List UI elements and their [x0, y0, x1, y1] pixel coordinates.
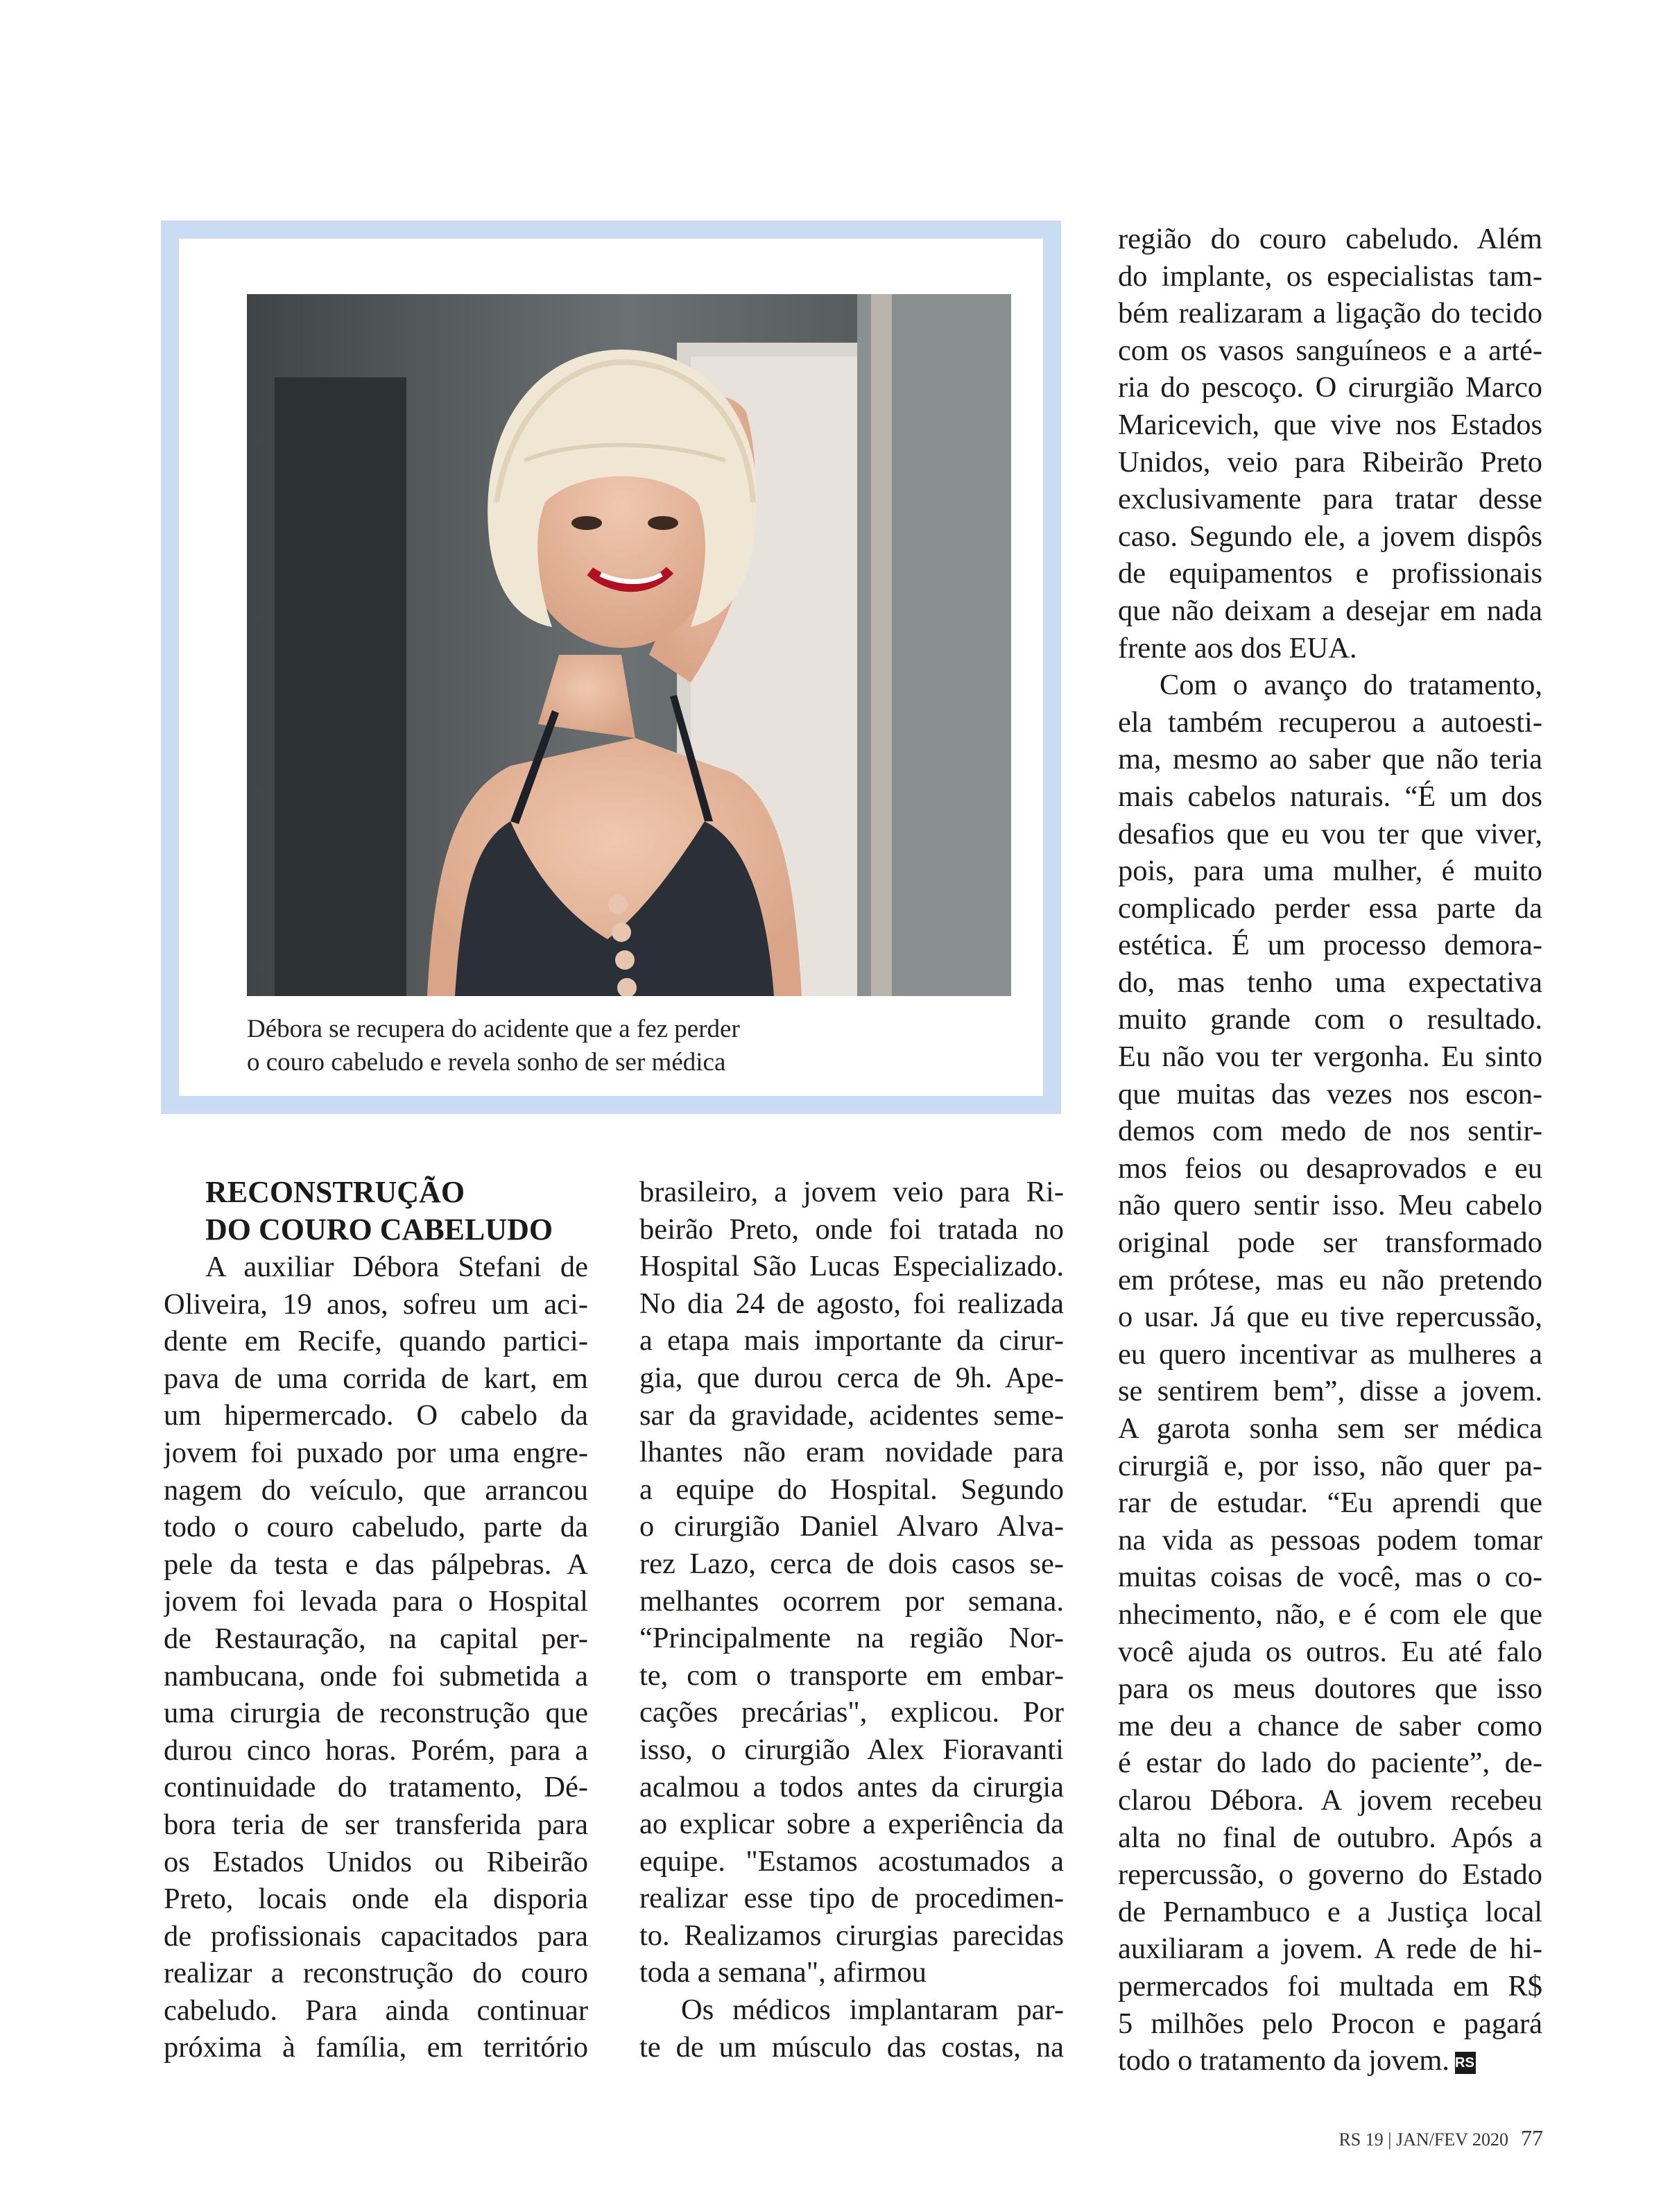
- text-line: ria do pescoço. O cirurgião Marco: [1118, 371, 1542, 404]
- section-headline: DO COURO CABELUDO: [205, 1212, 553, 1246]
- text-line: continuidade do tratamento, Dé-: [164, 1771, 588, 1804]
- text-line: é estar do lado do paciente”, de-: [1118, 1747, 1542, 1780]
- text-line: cabeludo. Para ainda continuar: [164, 1994, 588, 2027]
- text-line: um hipermercado. O cabelo da: [164, 1399, 588, 1432]
- text-line: cações precárias", explicou. Por: [639, 1696, 1064, 1729]
- text-line: para os meus doutores que isso: [1118, 1672, 1542, 1706]
- text-line: “Principalmente na região Nor-: [639, 1622, 1064, 1655]
- text-line: bém realizaram a ligação do tecido: [1118, 297, 1542, 330]
- text-line: pava de uma corrida de kart, em: [164, 1362, 588, 1395]
- text-line: se sentirem bem”, disse a jovem.: [1118, 1375, 1542, 1408]
- text-line: região do couro cabeludo. Além: [1118, 223, 1542, 255]
- text-line: eu quero incentivar as mulheres a: [1118, 1337, 1542, 1371]
- section-headline: RECONSTRUÇÃO: [205, 1175, 465, 1209]
- text-line: ao explicar sobre a experiência da: [639, 1808, 1064, 1841]
- text-line: nagem do veículo, que arrancou: [164, 1473, 588, 1507]
- text-line: te de um músculo das costas, na: [639, 2030, 1064, 2064]
- text-line: dente em Recife, quando partici-: [164, 1325, 588, 1358]
- text-line: em prótese, mas eu não pretendo: [1118, 1263, 1542, 1296]
- text-line: auxiliaram a jovem. A rede de hi-: [1118, 1932, 1542, 1966]
- text-line: durou cinco horas. Porém, para a: [164, 1733, 588, 1767]
- text-line: to. Realizamos cirurgias parecidas: [639, 1919, 1064, 1952]
- text-line: melhantes ocorrem por semana.: [639, 1584, 1064, 1618]
- text-line: na vida as pessoas podem tomar: [1118, 1523, 1542, 1557]
- photo-caption: [247, 1013, 1024, 1079]
- text-line: sar da gravidade, acidentes seme-: [639, 1398, 1064, 1432]
- article-column-middle: [639, 1174, 1064, 2066]
- text-line: do, mas tenho uma expectativa: [1118, 966, 1542, 999]
- text-line: isso, o cirurgião Alex Fioravanti: [639, 1733, 1064, 1766]
- text-line: cirurgiã e, por isso, não quer pa-: [1118, 1449, 1542, 1482]
- text-line: a etapa mais importante da cirur-: [639, 1324, 1064, 1357]
- text-line: ela também recuperou a autoesti-: [1118, 705, 1542, 739]
- text-line: do implante, os especialistas tam-: [1118, 259, 1542, 293]
- text-line: pois, para uma mulher, é muito: [1118, 855, 1542, 888]
- text-line: de Restauração, na capital per-: [164, 1622, 588, 1655]
- text-line: bora teria de ser transferida para: [164, 1808, 588, 1841]
- text-line: rar de estudar. “Eu aprendi que: [1118, 1486, 1542, 1520]
- text-line: de profissionais capacitados para: [164, 1919, 588, 1953]
- text-line: todo o tratamento da jovem.: [1118, 2044, 1450, 2077]
- text-line: muito grande com o resultado.: [1118, 1003, 1542, 1036]
- text-line: demos com medo de nos sentir-: [1118, 1115, 1542, 1148]
- text-line: com os vasos sanguíneos e a arté-: [1118, 334, 1542, 367]
- text-line: Eu não vou ter vergonha. Eu sinto: [1118, 1040, 1542, 1074]
- text-line: frente aos dos EUA.: [1118, 631, 1357, 665]
- text-line: A auxiliar Débora Stefani de: [205, 1251, 588, 1283]
- text-line: estética. É um processo demora-: [1118, 929, 1542, 962]
- text-line: clarou Débora. A jovem recebeu: [1118, 1783, 1542, 1817]
- text-line: beirão Preto, onde foi tratada no: [639, 1212, 1064, 1246]
- text-line: desafios que eu vou ter que viver,: [1118, 817, 1542, 850]
- text-line: mais cabelos naturais. “É um dos: [1118, 780, 1542, 813]
- text-line: Oliveira, 19 anos, sofreu um aci-: [164, 1287, 588, 1321]
- text-line: mos feios ou desaprovados e eu: [1118, 1151, 1542, 1185]
- text-line: muitas coisas de você, mas o co-: [1118, 1561, 1542, 1594]
- text-line: complicado perder essa parte da: [1118, 891, 1542, 925]
- text-line: rez Lazo, cerca de dois casos se-: [639, 1547, 1064, 1580]
- text-line: você ajuda os outros. Eu até falo: [1118, 1635, 1542, 1668]
- text-line: que muitas das vezes nos escon-: [1118, 1077, 1542, 1111]
- text-line: nambucana, onde foi submetida a: [164, 1659, 588, 1692]
- end-mark-icon: RS: [1455, 2052, 1476, 2074]
- text-line: 5 milhões pelo Procon e pagará: [1118, 2007, 1542, 2040]
- text-line: Unidos, veio para Ribeirão Preto: [1118, 445, 1542, 479]
- article-column-right: [1118, 221, 1542, 2080]
- text-line: realizar a reconstrução do couro: [164, 1957, 588, 1990]
- text-line: Maricevich, que vive nos Estados: [1118, 408, 1542, 441]
- text-line: acalmou a todos antes da cirurgia: [639, 1770, 1064, 1803]
- text-line: exclusivamente para tratar desse: [1118, 483, 1542, 516]
- text-line: lhantes não eram novidade para: [639, 1436, 1064, 1469]
- text-line: de equipamentos e profissionais: [1118, 557, 1542, 590]
- text-line: te, com o transporte em embar-: [639, 1658, 1064, 1692]
- text-line: realizar esse tipo de procedimen-: [639, 1882, 1064, 1915]
- page-footer: [1338, 2125, 1543, 2151]
- text-line: de Pernambuco e a Justiça local: [1118, 1895, 1542, 1928]
- text-line: equipe. "Estamos acostumados a: [639, 1844, 1064, 1878]
- text-line: toda a semana", afirmou: [639, 1956, 927, 1989]
- text-line: A garota sonha sem ser médica: [1118, 1412, 1542, 1445]
- article-photo: [247, 294, 1011, 996]
- text-line: permercados foi multada em R$: [1118, 1969, 1542, 2003]
- text-line: Os médicos implantaram par-: [681, 1994, 1064, 2027]
- text-line: Com o avanço do tratamento,: [1160, 669, 1542, 702]
- text-line: gia, que durou cerca de 9h. Ape-: [639, 1361, 1064, 1394]
- text-line: nhecimento, não, e é com ele que: [1118, 1597, 1542, 1631]
- text-line: original pode ser transformado: [1118, 1226, 1542, 1260]
- text-line: não quero sentir isso. Meu cabelo: [1118, 1189, 1542, 1222]
- text-line: todo o couro cabeludo, parte da: [164, 1511, 588, 1544]
- text-line: alta no final de outubro. Após a: [1118, 1821, 1542, 1854]
- text-line: o usar. Já que eu tive repercussão,: [1118, 1301, 1542, 1334]
- article-column-left: [164, 1174, 588, 2066]
- caption-line: Débora se recupera do acidente que a fez perder: [247, 1015, 740, 1043]
- magazine-issue: RS 19 | JAN/FEV 2020: [1338, 2129, 1508, 2150]
- text-line: pele da testa e das pálpebras. A: [164, 1547, 588, 1581]
- text-line: o cirurgião Daniel Alvaro Alva-: [639, 1510, 1064, 1543]
- photo-illustration: [247, 294, 1011, 996]
- text-line: No dia 24 de agosto, foi realizada: [639, 1287, 1064, 1320]
- text-line: jovem foi levada para o Hospital: [164, 1585, 588, 1618]
- caption-line: o couro cabeludo e revela sonho de ser médica: [247, 1048, 726, 1077]
- text-line: repercussão, o governo do Estado: [1118, 1858, 1542, 1892]
- text-line: que não deixam a desejar em nada: [1118, 594, 1542, 627]
- text-line: uma cirurgia de reconstrução que: [164, 1697, 588, 1730]
- text-line: jovem foi puxado por uma engre-: [164, 1436, 588, 1469]
- final-line: [1118, 2042, 1542, 2080]
- text-line: me deu a chance de saber como: [1118, 1709, 1542, 1742]
- text-line: os Estados Unidos ou Ribeirão: [164, 1845, 588, 1878]
- text-line: a equipe do Hospital. Segundo: [639, 1473, 1064, 1506]
- text-line: próxima à família, em território: [164, 2031, 588, 2064]
- text-line: caso. Segundo ele, a jovem dispôs: [1118, 520, 1542, 553]
- photo-frame: [161, 221, 1061, 1114]
- text-line: brasileiro, a jovem veio para Ri-: [639, 1176, 1064, 1208]
- text-line: ma, mesmo ao saber que não teria: [1118, 743, 1542, 776]
- text-line: Hospital São Lucas Especializado.: [639, 1250, 1064, 1283]
- text-line: Preto, locais onde ela disporia: [164, 1883, 588, 1916]
- page-number: 77: [1521, 2125, 1543, 2150]
